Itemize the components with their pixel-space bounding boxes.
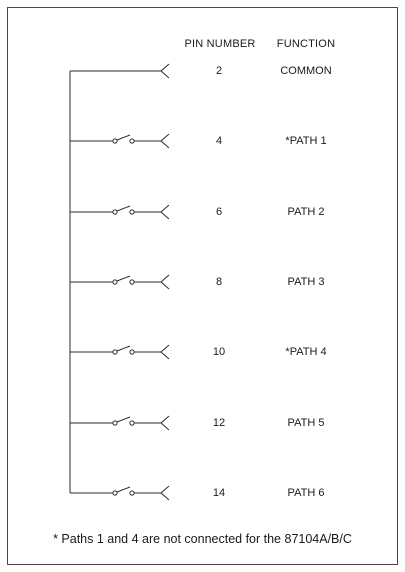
- pin-number-6: 6: [215, 206, 223, 218]
- connector-icon: [161, 275, 169, 289]
- function-label-4: *PATH 1: [285, 135, 327, 147]
- function-label-6: PATH 2: [287, 206, 325, 218]
- switch-blade: [117, 276, 130, 281]
- function-label-10: *PATH 4: [285, 346, 327, 358]
- pin-row-14: [70, 486, 169, 500]
- pin-row-2: [70, 64, 169, 78]
- footnote: * Paths 1 and 4 are not connected for the 87104A/B/C: [53, 532, 352, 546]
- pin-row-6: [70, 205, 169, 219]
- connector-icon: [161, 416, 169, 430]
- switch-contact-right: [130, 280, 134, 284]
- connector-icon: [161, 486, 169, 500]
- switch-contact-right: [130, 421, 134, 425]
- switch-contact-left: [113, 280, 117, 284]
- pin-number-header: PIN NUMBER: [184, 38, 256, 50]
- switch-contact-right: [130, 210, 134, 214]
- connector-icon: [161, 205, 169, 219]
- function-label-8: PATH 3: [287, 276, 325, 288]
- switch-contact-right: [130, 350, 134, 354]
- switch-blade: [117, 346, 130, 351]
- switch-blade: [117, 135, 130, 140]
- pin-number-8: 8: [215, 276, 223, 288]
- pin-number-4: 4: [215, 135, 223, 147]
- function-label-2: COMMON: [280, 65, 332, 77]
- pin-row-8: [70, 275, 169, 289]
- switch-contact-left: [113, 210, 117, 214]
- pin-number-10: 10: [212, 346, 226, 358]
- pin-row-12: [70, 416, 169, 430]
- pin-number-2: 2: [215, 65, 223, 77]
- connector-icon: [161, 134, 169, 148]
- switch-contact-left: [113, 139, 117, 143]
- function-header: FUNCTION: [276, 38, 336, 50]
- function-label-14: PATH 6: [287, 487, 325, 499]
- pin-number-12: 12: [212, 417, 226, 429]
- switch-contact-left: [113, 350, 117, 354]
- pin-row-10: [70, 345, 169, 359]
- connector-icon: [161, 64, 169, 78]
- switch-contact-right: [130, 491, 134, 495]
- switch-blade: [117, 487, 130, 492]
- switch-contact-left: [113, 491, 117, 495]
- connector-icon: [161, 345, 169, 359]
- function-label-12: PATH 5: [287, 417, 325, 429]
- pin-row-4: [70, 134, 169, 148]
- pin-number-14: 14: [212, 487, 226, 499]
- switch-blade: [117, 206, 130, 211]
- switch-contact-right: [130, 139, 134, 143]
- switch-contact-left: [113, 421, 117, 425]
- switch-blade: [117, 417, 130, 422]
